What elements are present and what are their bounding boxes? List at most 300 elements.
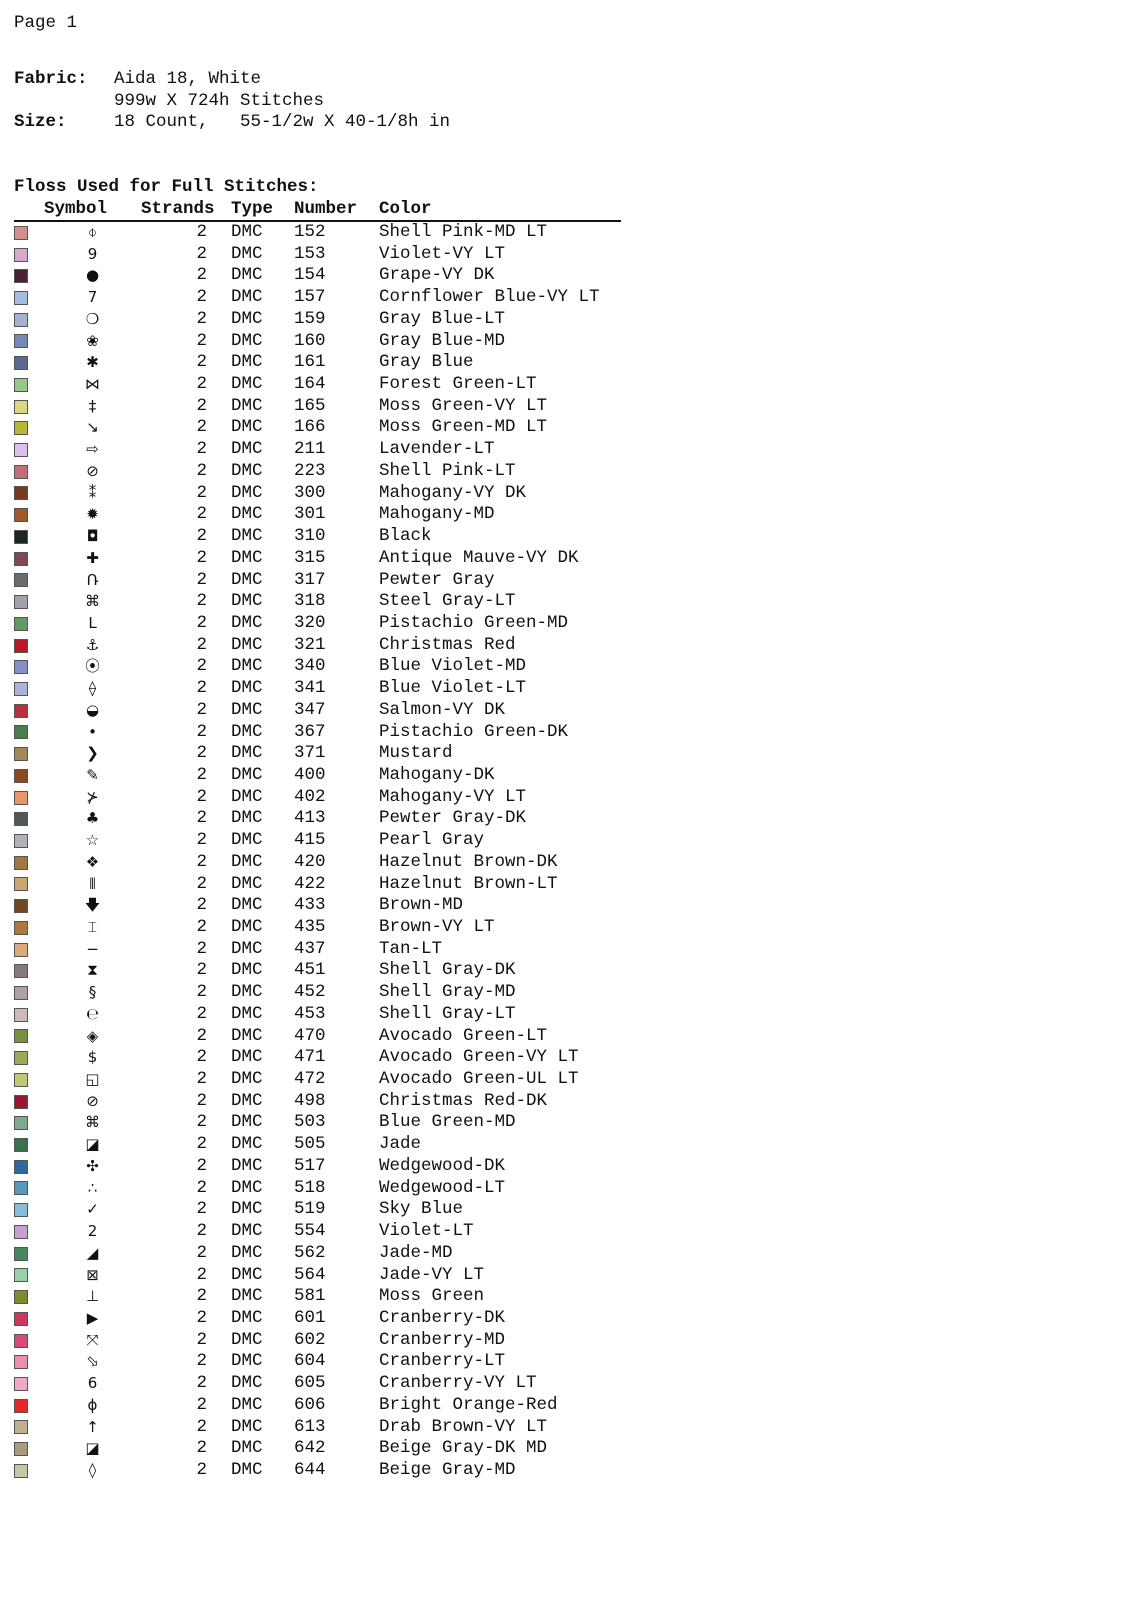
- number-cell: 554: [294, 1221, 326, 1242]
- type-cell: DMC: [231, 678, 263, 699]
- color-swatch: [14, 704, 28, 718]
- color-name-cell: Mustard: [379, 743, 453, 764]
- color-name-cell: Jade-MD: [379, 1242, 453, 1263]
- header-strands: Strands: [141, 199, 215, 219]
- number-cell: 317: [294, 569, 326, 590]
- number-cell: 518: [294, 1177, 326, 1198]
- table-row: [14, 1265, 621, 1287]
- strands-cell: 2: [196, 1025, 207, 1046]
- color-name-cell: Cornflower Blue-VY LT: [379, 287, 600, 308]
- swatch-cell: [14, 1377, 44, 1391]
- number-cell: 315: [294, 547, 326, 568]
- color-swatch: [14, 573, 28, 587]
- swatch-cell: [14, 269, 44, 283]
- table-row: [14, 222, 621, 244]
- color-name-cell: Wedgewood-DK: [379, 1155, 506, 1176]
- number-cell: 422: [294, 873, 326, 894]
- color-name-cell: Gray Blue-MD: [379, 330, 506, 351]
- strands-cell: 2: [196, 591, 207, 612]
- strands-cell: 2: [196, 1264, 207, 1285]
- type-cell: DMC: [231, 851, 263, 872]
- stitches-spacer: [14, 91, 114, 113]
- strands-cell: 2: [196, 1394, 207, 1415]
- strands-cell: 2: [196, 917, 207, 937]
- color-name-cell: Black: [379, 526, 432, 547]
- swatch-cell: [14, 899, 44, 913]
- number-cell: 602: [294, 1329, 326, 1350]
- table-row: [14, 417, 621, 439]
- symbol-cell: ❍: [85, 309, 100, 328]
- number-cell: 371: [294, 743, 326, 764]
- number-cell: 472: [294, 1069, 326, 1090]
- number-cell: 562: [294, 1242, 326, 1263]
- swatch-cell: [14, 964, 44, 978]
- type-cell: DMC: [231, 1069, 263, 1090]
- strands-cell: 2: [196, 1459, 207, 1480]
- table-row: [14, 526, 621, 548]
- color-name-cell: Cranberry-VY LT: [379, 1373, 537, 1394]
- strands-cell: 2: [196, 1351, 207, 1372]
- strands-cell: 2: [196, 895, 207, 916]
- symbol-cell: ⦀: [89, 874, 96, 893]
- color-name-cell: Hazelnut Brown-LT: [379, 873, 558, 894]
- color-name-cell: Salmon-VY DK: [379, 699, 506, 720]
- color-name-cell: Sky Blue: [379, 1199, 464, 1220]
- table-row: [14, 244, 621, 266]
- type-cell: DMC: [231, 460, 263, 481]
- type-cell: DMC: [231, 308, 263, 329]
- strands-cell: 2: [196, 1134, 207, 1155]
- number-cell: 320: [294, 612, 326, 633]
- symbol-cell: ⊠: [86, 1265, 99, 1284]
- color-name-cell: Shell Gray-MD: [379, 982, 516, 1003]
- table-row: [14, 808, 621, 830]
- color-swatch: [14, 986, 28, 1000]
- section-title: Floss Used for Full Stitches:: [14, 177, 319, 197]
- swatch-cell: [14, 313, 44, 327]
- color-swatch: [14, 508, 28, 522]
- number-cell: 498: [294, 1090, 326, 1111]
- strands-cell: 2: [196, 721, 207, 742]
- strands-cell: 2: [196, 982, 207, 1003]
- type-cell: DMC: [231, 526, 263, 547]
- strands-cell: 2: [196, 526, 207, 547]
- swatch-cell: [14, 400, 44, 414]
- swatch-cell: [14, 1138, 44, 1152]
- color-swatch: [14, 291, 28, 305]
- type-cell: DMC: [231, 330, 263, 351]
- symbol-cell: ◘: [86, 527, 99, 546]
- swatch-cell: [14, 834, 44, 848]
- color-name-cell: Blue Violet-MD: [379, 656, 527, 677]
- type-cell: DMC: [231, 982, 263, 1003]
- number-cell: 613: [294, 1416, 326, 1437]
- type-cell: DMC: [231, 395, 263, 416]
- table-row: [14, 1069, 621, 1091]
- type-cell: DMC: [231, 743, 263, 764]
- table-row: [14, 1199, 621, 1221]
- color-name-cell: Beige Gray-MD: [379, 1459, 516, 1480]
- color-swatch: [14, 639, 28, 653]
- swatch-cell: [14, 1312, 44, 1326]
- type-cell: DMC: [231, 960, 263, 981]
- swatch-cell: [14, 791, 44, 805]
- color-swatch: [14, 660, 28, 674]
- table-row: [14, 1286, 621, 1308]
- type-cell: DMC: [231, 1177, 263, 1198]
- swatch-cell: [14, 769, 44, 783]
- symbol-cell: ⤧: [86, 1330, 99, 1349]
- strands-cell: 2: [196, 634, 207, 655]
- number-cell: 453: [294, 1003, 326, 1024]
- strands-cell: 2: [196, 873, 207, 894]
- color-swatch: [14, 1399, 28, 1413]
- symbol-cell: ⊘: [86, 1091, 99, 1110]
- color-swatch: [14, 964, 28, 978]
- color-swatch: [14, 269, 28, 283]
- table-row: [14, 1112, 621, 1134]
- symbol-cell: ◪: [85, 1439, 100, 1458]
- color-name-cell: Christmas Red-DK: [379, 1090, 548, 1111]
- color-name-cell: Gray Blue: [379, 352, 474, 373]
- color-swatch: [14, 1247, 28, 1261]
- table-row: [14, 1004, 621, 1026]
- symbol-cell: −: [86, 939, 99, 958]
- symbol-cell: ⊥: [85, 1287, 100, 1306]
- strands-cell: 2: [196, 352, 207, 373]
- color-name-cell: Avocado Green-UL LT: [379, 1069, 579, 1090]
- number-cell: 519: [294, 1199, 326, 1220]
- type-cell: DMC: [231, 656, 263, 677]
- color-name-cell: Drab Brown-VY LT: [379, 1416, 548, 1437]
- table-row: [14, 722, 621, 744]
- table-row: [14, 396, 621, 418]
- number-cell: 152: [294, 222, 326, 242]
- symbol-cell: 🡇: [84, 896, 101, 915]
- type-cell: DMC: [231, 634, 263, 655]
- type-cell: DMC: [231, 1221, 263, 1242]
- color-swatch: [14, 747, 28, 761]
- type-cell: DMC: [231, 547, 263, 568]
- fabric-label: Fabric:: [14, 69, 88, 89]
- type-cell: DMC: [231, 591, 263, 612]
- swatch-cell: [14, 921, 44, 935]
- swatch-cell: [14, 1029, 44, 1043]
- number-cell: 166: [294, 417, 326, 438]
- swatch-cell: [14, 486, 44, 500]
- table-row: [14, 1091, 621, 1113]
- swatch-cell: [14, 1334, 44, 1348]
- color-name-cell: Shell Gray-LT: [379, 1003, 516, 1024]
- type-cell: DMC: [231, 352, 263, 373]
- type-cell: DMC: [231, 1112, 263, 1133]
- color-name-cell: Pistachio Green-MD: [379, 612, 569, 633]
- type-cell: DMC: [231, 1242, 263, 1263]
- strands-cell: 2: [196, 612, 207, 633]
- number-cell: 340: [294, 656, 326, 677]
- strands-cell: 2: [196, 830, 207, 851]
- table-row: [14, 1308, 621, 1330]
- symbol-cell: ⇨: [86, 440, 99, 459]
- swatch-cell: [14, 508, 44, 522]
- color-swatch: [14, 899, 28, 913]
- type-cell: DMC: [231, 287, 263, 308]
- swatch-cell: [14, 530, 44, 544]
- type-cell: DMC: [231, 1047, 263, 1068]
- table-row: [14, 287, 621, 309]
- number-cell: 300: [294, 482, 326, 503]
- swatch-cell: [14, 877, 44, 891]
- table-row: [14, 1221, 621, 1243]
- number-cell: 211: [294, 439, 326, 460]
- type-cell: DMC: [231, 917, 263, 937]
- strands-cell: 2: [196, 308, 207, 329]
- swatch-cell: [14, 291, 44, 305]
- color-name-cell: Avocado Green-VY LT: [379, 1047, 579, 1068]
- strands-cell: 2: [196, 1373, 207, 1394]
- swatch-cell: [14, 573, 44, 587]
- number-cell: 606: [294, 1394, 326, 1415]
- type-cell: DMC: [231, 830, 263, 851]
- symbol-cell: ⌘: [85, 592, 100, 611]
- color-swatch: [14, 1073, 28, 1087]
- table-row: [14, 874, 621, 896]
- size-value: 18 Count, 55-1/2w X 40-1/8h in: [114, 112, 451, 133]
- color-name-cell: Gray Blue-LT: [379, 308, 506, 329]
- symbol-cell: L: [88, 613, 97, 632]
- type-cell: DMC: [231, 1134, 263, 1155]
- table-row: [14, 461, 621, 483]
- strands-cell: 2: [196, 678, 207, 699]
- strands-cell: 2: [196, 1329, 207, 1350]
- strands-cell: 2: [196, 504, 207, 525]
- type-cell: DMC: [231, 243, 263, 264]
- type-cell: DMC: [231, 1264, 263, 1285]
- number-cell: 341: [294, 678, 326, 699]
- table-row: [14, 635, 621, 657]
- number-cell: 400: [294, 764, 326, 785]
- color-swatch: [14, 1290, 28, 1304]
- number-cell: 451: [294, 960, 326, 981]
- number-cell: 153: [294, 243, 326, 264]
- swatch-cell: [14, 378, 44, 392]
- swatch-cell: [14, 226, 44, 240]
- color-name-cell: Bright Orange-Red: [379, 1394, 558, 1415]
- color-swatch: [14, 595, 28, 609]
- color-name-cell: Moss Green-MD LT: [379, 417, 548, 438]
- type-cell: DMC: [231, 786, 263, 807]
- header-type: Type: [231, 199, 274, 219]
- strands-cell: 2: [196, 851, 207, 872]
- color-swatch: [14, 465, 28, 479]
- number-cell: 164: [294, 374, 326, 395]
- symbol-cell: ⁑: [88, 483, 97, 502]
- table-row: [14, 570, 621, 592]
- symbol-cell: ◪: [85, 1135, 100, 1154]
- number-cell: 415: [294, 830, 326, 851]
- symbol-cell: ⟠: [88, 679, 97, 698]
- strands-cell: 2: [196, 330, 207, 351]
- table-row: [14, 1438, 621, 1460]
- color-swatch: [14, 1442, 28, 1456]
- type-cell: DMC: [231, 1373, 263, 1394]
- color-name-cell: Avocado Green-LT: [379, 1025, 548, 1046]
- number-cell: 505: [294, 1134, 326, 1155]
- header-color: Color: [379, 199, 432, 219]
- color-swatch: [14, 226, 28, 240]
- number-cell: 604: [294, 1351, 326, 1372]
- color-swatch: [14, 334, 28, 348]
- strands-cell: 2: [196, 1112, 207, 1133]
- type-cell: DMC: [231, 808, 263, 829]
- swatch-cell: [14, 421, 44, 435]
- color-swatch: [14, 834, 28, 848]
- strands-cell: 2: [196, 1221, 207, 1242]
- table-row: [14, 1243, 621, 1265]
- symbol-cell: ↑: [86, 1417, 99, 1436]
- symbol-cell: ☆: [85, 831, 100, 850]
- color-swatch: [14, 1029, 28, 1043]
- size-row: [14, 112, 450, 134]
- size-label: Size:: [14, 112, 67, 133]
- symbol-cell: ∴: [87, 1178, 98, 1197]
- color-name-cell: Jade-VY LT: [379, 1264, 485, 1285]
- table-row: [14, 1417, 621, 1439]
- swatch-cell: [14, 1203, 44, 1217]
- swatch-cell: [14, 1225, 44, 1239]
- swatch-cell: [14, 986, 44, 1000]
- color-name-cell: Violet-LT: [379, 1221, 474, 1242]
- color-swatch: [14, 443, 28, 457]
- symbol-cell: ❖: [85, 852, 100, 871]
- color-swatch: [14, 812, 28, 826]
- header-symbol: Symbol: [44, 199, 108, 219]
- symbol-cell: 7: [87, 288, 98, 307]
- swatch-cell: [14, 856, 44, 870]
- type-cell: DMC: [231, 1199, 263, 1220]
- swatch-cell: [14, 552, 44, 566]
- number-cell: 437: [294, 938, 326, 959]
- symbol-cell: ✓: [86, 1200, 99, 1219]
- table-row: [14, 439, 621, 461]
- table-row: [14, 765, 621, 787]
- table-row: [14, 917, 621, 939]
- swatch-cell: [14, 725, 44, 739]
- color-swatch: [14, 1203, 28, 1217]
- number-cell: 154: [294, 265, 326, 286]
- swatch-cell: [14, 1442, 44, 1456]
- color-swatch: [14, 877, 28, 891]
- number-cell: 157: [294, 287, 326, 308]
- color-swatch: [14, 791, 28, 805]
- number-cell: 420: [294, 851, 326, 872]
- number-cell: 564: [294, 1264, 326, 1285]
- strands-cell: 2: [196, 243, 207, 264]
- color-name-cell: Mahogany-DK: [379, 764, 495, 785]
- table-row: [14, 374, 621, 396]
- color-swatch: [14, 1008, 28, 1022]
- strands-cell: 2: [196, 699, 207, 720]
- strands-cell: 2: [196, 1003, 207, 1024]
- number-cell: 402: [294, 786, 326, 807]
- strands-cell: 2: [196, 1069, 207, 1090]
- strands-cell: 2: [196, 265, 207, 286]
- swatch-cell: [14, 1073, 44, 1087]
- symbol-cell: ⌘: [85, 1113, 100, 1132]
- swatch-cell: [14, 334, 44, 348]
- number-cell: 470: [294, 1025, 326, 1046]
- table-row: [14, 1178, 621, 1200]
- swatch-cell: [14, 639, 44, 653]
- strands-cell: 2: [196, 417, 207, 438]
- table-body: [14, 222, 621, 1482]
- color-swatch: [14, 1464, 28, 1478]
- symbol-cell: ⊁: [86, 787, 99, 806]
- type-cell: DMC: [231, 374, 263, 395]
- symbol-cell: ✱: [86, 353, 99, 372]
- symbol-cell: ⊘: [86, 461, 99, 480]
- color-name-cell: Lavender-LT: [379, 439, 495, 460]
- type-cell: DMC: [231, 1351, 263, 1372]
- number-cell: 160: [294, 330, 326, 351]
- symbol-cell: ɸ: [87, 1395, 98, 1414]
- symbol-cell: ⌽: [87, 223, 97, 241]
- strands-cell: 2: [196, 1307, 207, 1328]
- table-row: [14, 1047, 621, 1069]
- swatch-cell: [14, 595, 44, 609]
- swatch-cell: [14, 617, 44, 631]
- strands-cell: 2: [196, 287, 207, 308]
- table-row: [14, 1134, 621, 1156]
- table-row: [14, 700, 621, 722]
- symbol-cell: $: [87, 1048, 98, 1067]
- swatch-cell: [14, 1355, 44, 1369]
- table-row: [14, 939, 621, 961]
- color-name-cell: Brown-VY LT: [379, 917, 495, 937]
- type-cell: DMC: [231, 699, 263, 720]
- swatch-cell: [14, 1051, 44, 1065]
- table-row: [14, 852, 621, 874]
- fabric-info: [14, 69, 450, 134]
- number-cell: 471: [294, 1047, 326, 1068]
- fabric-row: [14, 69, 450, 91]
- color-name-cell: Shell Pink-LT: [379, 460, 516, 481]
- swatch-cell: [14, 1181, 44, 1195]
- symbol-cell: ↘: [86, 418, 99, 437]
- symbol-cell: 6: [87, 1374, 98, 1393]
- swatch-cell: [14, 704, 44, 718]
- color-name-cell: Violet-VY LT: [379, 243, 506, 264]
- swatch-cell: [14, 1399, 44, 1413]
- strands-cell: 2: [196, 1090, 207, 1111]
- table-row: [14, 548, 621, 570]
- swatch-cell: [14, 812, 44, 826]
- color-swatch: [14, 1268, 28, 1282]
- number-cell: 301: [294, 504, 326, 525]
- color-swatch: [14, 1051, 28, 1065]
- color-swatch: [14, 313, 28, 327]
- symbol-cell: ●: [85, 266, 100, 285]
- swatch-cell: [14, 248, 44, 262]
- color-name-cell: Beige Gray-DK MD: [379, 1438, 548, 1459]
- strands-cell: 2: [196, 1286, 207, 1307]
- swatch-cell: [14, 682, 44, 696]
- symbol-cell: ⬂: [86, 1352, 99, 1371]
- type-cell: DMC: [231, 439, 263, 460]
- color-swatch: [14, 1181, 28, 1195]
- table-header: [14, 199, 621, 222]
- swatch-cell: [14, 1420, 44, 1434]
